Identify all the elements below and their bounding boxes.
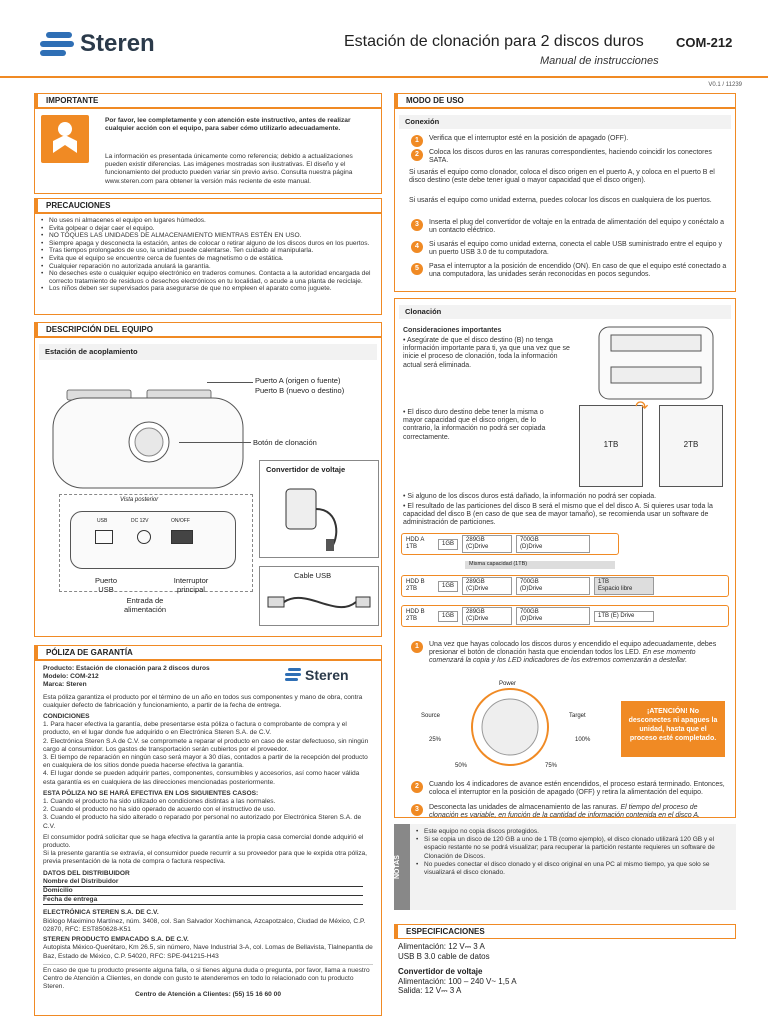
- lost-warranty-note: Si la presente garantía se extravía, el consumidor puede recurrir a su proveedor para que le expida otra póliza, previa presentación de la nota de compra o factura respectiva.: [43, 850, 368, 866]
- section-especificaciones: ESPECIFICACIONES: [394, 924, 736, 939]
- spec-power: Alimentación: 12 V⎓ 3 A: [398, 942, 485, 951]
- company-2-address: Autopista México-Querétaro, Km 26.5, sin número, Nave Industrial 3-A, col. Lomas de Bellavista, Tlalnepantla de Baz, Estado de México, C.P. 54020, RFC: SPE-941215-H43: [43, 944, 373, 960]
- list-item: • Este equipo no copia discos protegidos.: [416, 828, 730, 836]
- hdd-b-result-row: [401, 605, 729, 627]
- step-text: Inserta el plug del convertidor de voltaje en la entrada de alimentación del equipo y conéctalo a un contacto eléctrico.: [429, 219, 724, 235]
- docking-station-illustration: [49, 370, 249, 490]
- partition-size: 700GB: [520, 579, 539, 585]
- dc-jack-icon: [137, 530, 151, 544]
- specs-content: [398, 942, 734, 996]
- docking-subheading: Estación de acoplamiento: [39, 344, 377, 360]
- step-text: Si usarás el equipo como unidad externa, conecta el cable USB suministrado entre el equipo y un puerto USB 3.0 de tu computadora.: [429, 241, 723, 257]
- source-led-label: Source: [421, 713, 441, 719]
- list-item: • NO TOQUES LAS UNIDADES DE ALMACENAMIENTO MIENTRAS ESTÉN EN USO.: [41, 232, 375, 240]
- garantia-box: [34, 660, 382, 1016]
- step-text: Pasa el interruptor a la posición de encendido (ON). En caso de que el equipo esté conectado a una computadora, las unidades serán reconocidas en pocos segundos.: [429, 263, 727, 279]
- step-5: [411, 263, 727, 279]
- converter-label: Convertidor de voltaje: [266, 465, 346, 474]
- step-number: 1: [411, 135, 423, 147]
- partition-size: 700GB: [520, 609, 539, 615]
- exclusion-item: 2. Cuando el producto no ha sido operado de acuerdo con el instructivo de uso.: [43, 806, 276, 814]
- step-number: 2: [411, 781, 423, 793]
- reading-person-icon: [41, 115, 89, 163]
- step-1: [411, 135, 727, 147]
- partition-size: 700GB: [520, 537, 539, 543]
- notes-box: [394, 824, 736, 910]
- partition-cell: 1GB: [438, 581, 458, 592]
- rear-view-panel: [59, 494, 253, 592]
- spec-usb: USB B 3.0 cable de datos: [398, 951, 490, 961]
- main-switch-label: Interruptor principal: [173, 576, 209, 594]
- usb-port-icon: [95, 530, 113, 544]
- rear-panel: [70, 511, 236, 569]
- condition-item: 3. El tiempo de reparación en ningún caso será mayor a 30 días, contados a partir de la recepción del producto en cualquiera de los sitios donde pueda hacerse efectiva la garantía.: [43, 754, 368, 770]
- condition-item: 4. El lugar donde se pueden adquirir partes, componentes, consumibles y accesorios, así como hacer válida esta garantía es en cualquiera de las direcciones mencionadas posteriormente.: [43, 770, 360, 786]
- version-label: V0.1 / 11239: [708, 82, 742, 88]
- drive-capacity: 1TB: [406, 544, 418, 550]
- manual-subtitle: Manual de instrucciones: [540, 55, 659, 67]
- power-input-label: Entrada de alimentación: [123, 596, 167, 614]
- usb-cable-icon: [266, 583, 374, 623]
- warranty-intro: Esta póliza garantiza el producto por el término de un año en todos sus componentes y mano de obra, contra cualquier defecto de fabricación y funcionamiento, a partir de la fecha de entrega.: [43, 693, 363, 709]
- list-item: • Evita que el equipo se encuentre cerca de fuentes de magnetismo o de estática.: [41, 255, 375, 263]
- leader-line: [207, 382, 253, 383]
- consideration-1: • Asegúrate de que el disco destino (B) no tenga información importante para ti, ya que una vez que se inicie el proceso de clonación, toda la información actual será eliminada.: [403, 337, 570, 369]
- steren-logo-small: [285, 667, 349, 683]
- condition-item: 1. Para hacer efectiva la garantía, debe presentarse esta póliza o factura o comprobante de compra y el producto, en el lugar donde fue adquirido o en Electrónica Steren S.A. de C.V.: [43, 721, 347, 737]
- onoff-text: ON/OFF: [171, 518, 190, 524]
- list-item: • No uses ni almacenes el equipo en lugares húmedos.: [41, 217, 375, 225]
- section-importante: IMPORTANTE: [34, 93, 382, 108]
- distributor-name-field: Nombre del Distribuidor: [43, 878, 363, 887]
- hdd-b-partition-row: [401, 575, 729, 597]
- step-italic-text: En ese momento comenzará la copia y los LED indicadores de los extremos comenzarán a destellar.: [429, 649, 696, 665]
- consideration-2: • El disco duro destino debe tener la misma o mayor capacidad que el disco origen, de lo contrario, la información no podrá ser copiada correctamente.: [403, 409, 546, 441]
- step-number: 3: [411, 804, 423, 816]
- hdd-a-partition-row: [401, 533, 619, 555]
- steren-logo: [40, 30, 155, 58]
- list-item: • Evita golpear o dejar caer el equipo.: [41, 225, 375, 233]
- cloner-paragraph: Si usarás el equipo como clonador, coloca el disco origen en el puerto A, y coloca en el puerto B el disco destino (este debe tener igual o mayor capacidad que el disco origen).: [409, 169, 715, 185]
- company-1-address: Biólogo Maximino Martínez, núm. 3408, col. San Salvador Xochimanca, Azcapotzalco, Ciudad de México, C.P. 02870, RFC: EST850628-K51: [43, 917, 366, 933]
- partition-cell: [594, 611, 654, 622]
- partition-cell: [516, 607, 590, 625]
- disk-2tb-label: 2TB: [683, 440, 699, 449]
- cable-box: [259, 566, 379, 626]
- step-text: Verifica que el interruptor esté en la posición de apagado (OFF).: [429, 135, 629, 142]
- partition-cell: [516, 535, 590, 553]
- precauciones-box: [34, 213, 382, 315]
- steren-logo-icon: [40, 30, 74, 58]
- importante-bold-text: Por favor, lee completamente y con atención este instructivo, antes de realizar cualquier acción con el equipo, para saber cómo utilizarlo adecuadamente.: [105, 117, 351, 133]
- consideration-4: • El resultado de las particiones del disco B será el mismo que el del disco A. Si quieres usar toda la capacidad del disco B (en caso de que sea de mayor tamaño), se recomienda usar un software de administración de particiones.: [403, 503, 713, 527]
- partition-cell: 1GB: [438, 539, 458, 550]
- drive-name: HDD A: [406, 537, 425, 543]
- clonacion-box: [394, 298, 736, 818]
- brand-name: Steren: [80, 30, 155, 57]
- partition-cell: 1GB: [438, 611, 458, 622]
- step-main-text: Desconecta las unidades de almacenamiento de las ranuras.: [429, 804, 619, 811]
- partition-cell: [516, 577, 590, 595]
- consideration-text: Si alguno de los discos duros está dañado, la información no podrá ser copiada.: [407, 493, 657, 500]
- section-descripcion: DESCRIPCIÓN DEL EQUIPO: [34, 322, 382, 337]
- led-50-label: 50%: [455, 763, 468, 769]
- attention-callout: ¡ATENCIÓN! No desconectes ni apagues la unidad, hasta que el proceso esté completado.: [621, 701, 725, 757]
- descripcion-box: [34, 337, 382, 637]
- usb-cable-label: Cable USB: [294, 571, 332, 580]
- importante-text: La información es presentada únicamente como referencia; debido a actualizaciones pueden existir diferencias. Las imágenes mostradas son ilustrativas. El diseño y el funcionamiento del producto pueden variar sin previo aviso. Consulta nuestra página www.steren.com para obtener la versión más reciente de este manual.: [105, 153, 353, 185]
- header-rule: [0, 76, 768, 78]
- company-1-name: ELECTRÓNICA STEREN S.A. DE C.V.: [43, 909, 159, 917]
- step-number: 3: [411, 219, 423, 231]
- page-title: Estación de clonación para 2 discos duros: [344, 33, 644, 50]
- clone-button-label: Botón de clonación: [253, 438, 317, 447]
- target-led-label: Target: [569, 713, 586, 719]
- list-item: • Si se copia un disco de 120 GB a uno de 1 TB (como ejemplo), el disco clonado utilizará 120 GB y el espacio restante no se podrá visualizar; para recuperar la partición restante requieres un software de Clonación de Discos.: [416, 836, 730, 861]
- importante-box: [34, 108, 382, 194]
- step-4: [411, 241, 727, 257]
- partition-drive: (D)Drive: [520, 586, 543, 592]
- partition-size: 289GB: [466, 609, 485, 615]
- power-switch-icon: [171, 530, 193, 544]
- section-garantia: PÓLIZA DE GARANTÍA: [34, 645, 382, 660]
- disk-2tb-illustration: [659, 405, 723, 487]
- drive-capacity: 2TB: [406, 586, 418, 592]
- exclusions-heading: ESTA PÓLIZA NO SE HARÁ EFECTIVA EN LOS SIGUIENTES CASOS:: [43, 789, 259, 797]
- partition-size: 1TB: [598, 612, 610, 619]
- spec-converter-input: Alimentación: 100 – 240 V~ 1,5 A: [398, 976, 517, 986]
- hdd-b-label: [406, 579, 434, 593]
- list-item: • Siempre apaga y desconecta la estación, antes de colocar o retirar alguno de los discos duros en los puertos.: [41, 240, 375, 248]
- partition-drive: (D)Drive: [520, 544, 543, 550]
- partition-drive: (E) Drive: [610, 612, 635, 619]
- partition-drive: (C)Drive: [466, 616, 489, 622]
- partition-size: 1TB: [598, 579, 610, 585]
- step-number: 5: [411, 263, 423, 275]
- notes-label: NOTAS: [394, 824, 410, 910]
- conditions-heading: CONDICIONES: [43, 713, 90, 721]
- partition-drive: (D)Drive: [520, 616, 543, 622]
- step-text: Coloca los discos duros en las ranuras correspondientes, haciendo coincidir los conectores SATA.: [429, 149, 712, 165]
- usb-port-text: USB: [97, 518, 108, 524]
- disk-1tb-label: 1TB: [603, 440, 619, 449]
- dock-top-view-illustration: [589, 323, 723, 403]
- step-italic-text: El tiempo del proceso de clonación es variable, en función de la cantidad de información contenida en el disco A.: [429, 804, 700, 820]
- list-item: • Los niños deben ser supervisados para asegurarse de que no empleen el aparato como juguete.: [41, 285, 375, 293]
- brand-name-small: Steren: [305, 667, 349, 683]
- warranty-model: Modelo: COM-212: [43, 673, 99, 681]
- clonacion-heading: Clonación: [399, 305, 731, 319]
- consideration-text: Asegúrate de que el disco destino (B) no tenga información importante para ti, ya que una vez que se inicie el proceso de clonación, toda la información actual será eliminada.: [403, 337, 570, 369]
- hdd-b-label: [406, 609, 434, 623]
- consideration-3: • Si alguno de los discos duros está dañado, la información no podrá ser copiada.: [403, 493, 657, 500]
- section-modo-de-uso: MODO DE USO: [394, 93, 736, 108]
- free-space-cell: [594, 577, 654, 595]
- partition-size: 289GB: [466, 537, 485, 543]
- partition-cell: [462, 535, 512, 553]
- partition-drive: (C)Drive: [466, 544, 489, 550]
- delivery-date-field: Fecha de entrega: [43, 896, 363, 905]
- step-text: Cuando los 4 indicadores de avance estén encendidos, el proceso estará terminado. Entonces, coloca el interruptor en la posición de apagado (OFF) y retira la alimentación del equipo.: [429, 781, 725, 797]
- list-item: • Cualquier reparación no autorizada anulará la garantía.: [41, 263, 375, 271]
- spec-converter-heading: Convertidor de voltaje: [398, 967, 483, 976]
- section-precauciones: PRECAUCIONES: [34, 198, 382, 213]
- power-adapter-icon: [270, 479, 370, 555]
- consideration-text: El resultado de las particiones del disco B será el mismo que el del disco A. Si quieres usar toda la capacidad del disco B (en caso de que sea de mayor tamaño), se recomienda usar un software de administración de particiones.: [403, 503, 713, 527]
- hdd-a-label: [406, 537, 434, 551]
- clone-step-2: [411, 781, 727, 797]
- drive-name: HDD B: [406, 579, 425, 585]
- port-a-label: Puerto A (origen o fuente): [255, 376, 341, 385]
- arrow-icon: ↷: [635, 399, 649, 416]
- precauciones-list: [41, 217, 375, 293]
- step-2: [411, 149, 727, 165]
- dc-port-text: DC 12V: [131, 518, 149, 524]
- conexion-box: [394, 108, 736, 292]
- partition-size: 289GB: [466, 579, 485, 585]
- step-number: 4: [411, 241, 423, 253]
- notes-list: [416, 828, 730, 877]
- clone-step-1: [411, 641, 727, 666]
- considerations-heading: Consideraciones importantes: [403, 327, 502, 334]
- distributor-address-field: Domicilio: [43, 887, 363, 896]
- drive-name: HDD B: [406, 609, 425, 615]
- warranty-product: Producto: Estación de clonación para 2 discos duros: [43, 665, 210, 672]
- disk-1tb-illustration: [579, 405, 643, 487]
- partition-cell: [462, 577, 512, 595]
- step-3: [411, 219, 727, 235]
- partition-drive: (C)Drive: [466, 586, 489, 592]
- led-75-label: 75%: [545, 763, 558, 769]
- step-number: 1: [411, 641, 423, 653]
- spec-converter-output: Salida: 12 V⎓ 3 A: [398, 986, 462, 995]
- list-item: • Tras tiempos prolongados de uso, la unidad puede calentarse. Ten cuidado al manipularla.: [41, 247, 375, 255]
- drive-capacity: 2TB: [406, 616, 418, 622]
- exclusion-item: 1. Cuando el producto ha sido utilizado en condiciones distintas a las normales.: [43, 798, 276, 806]
- led-25-label: 25%: [429, 737, 442, 743]
- list-item: • No puedes conectar el disco clonado y el disco original en una PC al mismo tiempo, ya que solo se visualizará el disco clonado.: [416, 861, 730, 877]
- support-note: En caso de que tu producto presente alguna falla, o si tienes alguna duda o pregunta, por favor, llama a nuestro Centro de Atención a Clientes, en donde con gusto te atenderemos en todo lo relacionado con tu producto Steren.: [43, 964, 373, 992]
- step-main-text: Una vez que hayas colocado los discos duros y encendido el equipo adecuadamente, debes presionar el botón de clonación hasta que enciendan todos los LED.: [429, 641, 717, 657]
- consideration-text: El disco duro destino debe tener la misma o mayor capacidad que el disco origen, de lo contrario, la información no podrá ser copiada correctamente.: [403, 409, 546, 441]
- partition-cell: [462, 607, 512, 625]
- rear-view-label: Vista posterior: [120, 497, 159, 503]
- same-capacity-bar: Misma capacidad (1TB): [465, 561, 615, 569]
- free-space-label: Espacio libre: [598, 586, 633, 592]
- warranty-brand: Marca: Steren: [43, 681, 87, 689]
- condition-item: 2. Electrónica Steren S.A de C.V. se compromete a reparar el producto en caso de estar defectuoso, sin ningún cargo al consumidor. Los gastos de transportación serán cubiertos por el proveedor.: [43, 737, 369, 753]
- consumer-note: El consumidor podrá solicitar que se haga efectiva la garantía ante la propia casa comercial donde adquirió el producto.: [43, 833, 364, 850]
- distributor-heading: DATOS DEL DISTRIBUIDOR: [43, 869, 130, 877]
- external-paragraph: Si usarás el equipo como unidad externa, puedes colocar los discos en cualquiera de los puertos.: [409, 197, 712, 204]
- step-text: [429, 641, 727, 666]
- power-led-label: Power: [499, 681, 517, 687]
- leader-line: [179, 442, 251, 443]
- company-2-name: STEREN PRODUCTO EMPACADO S.A. DE C.V.: [43, 936, 189, 944]
- exclusion-item: 3. Cuando el producto ha sido alterado o reparado por personal no autorizado por Electrónica Steren S.A. de C.V.: [43, 814, 362, 830]
- header: [0, 0, 768, 90]
- usb-port-label: Puerto USB: [94, 576, 118, 594]
- clone-dial-illustration: [415, 681, 605, 771]
- model-code: COM-212: [676, 35, 733, 50]
- steren-logo-icon: [285, 668, 301, 682]
- step-number: 2: [411, 149, 423, 161]
- list-item: • No deseches este o cualquier equipo electrónico en traderos comunes. Contacta a la autoridad encargada del correcto tratamiento de residuos o desechos electrónicos en tu localidad, o acude a una planta de reciclaje.: [41, 270, 375, 285]
- step-text: [429, 804, 727, 820]
- converter-box: [259, 460, 379, 558]
- led-100-label: 100%: [575, 737, 591, 743]
- clone-step-3: [411, 804, 727, 820]
- support-phone: Centro de Atención a Clientes: (55) 15 16 60 00: [135, 991, 281, 999]
- port-b-label: Puerto B (nuevo o destino): [255, 386, 345, 395]
- conexion-heading: Conexión: [399, 115, 731, 129]
